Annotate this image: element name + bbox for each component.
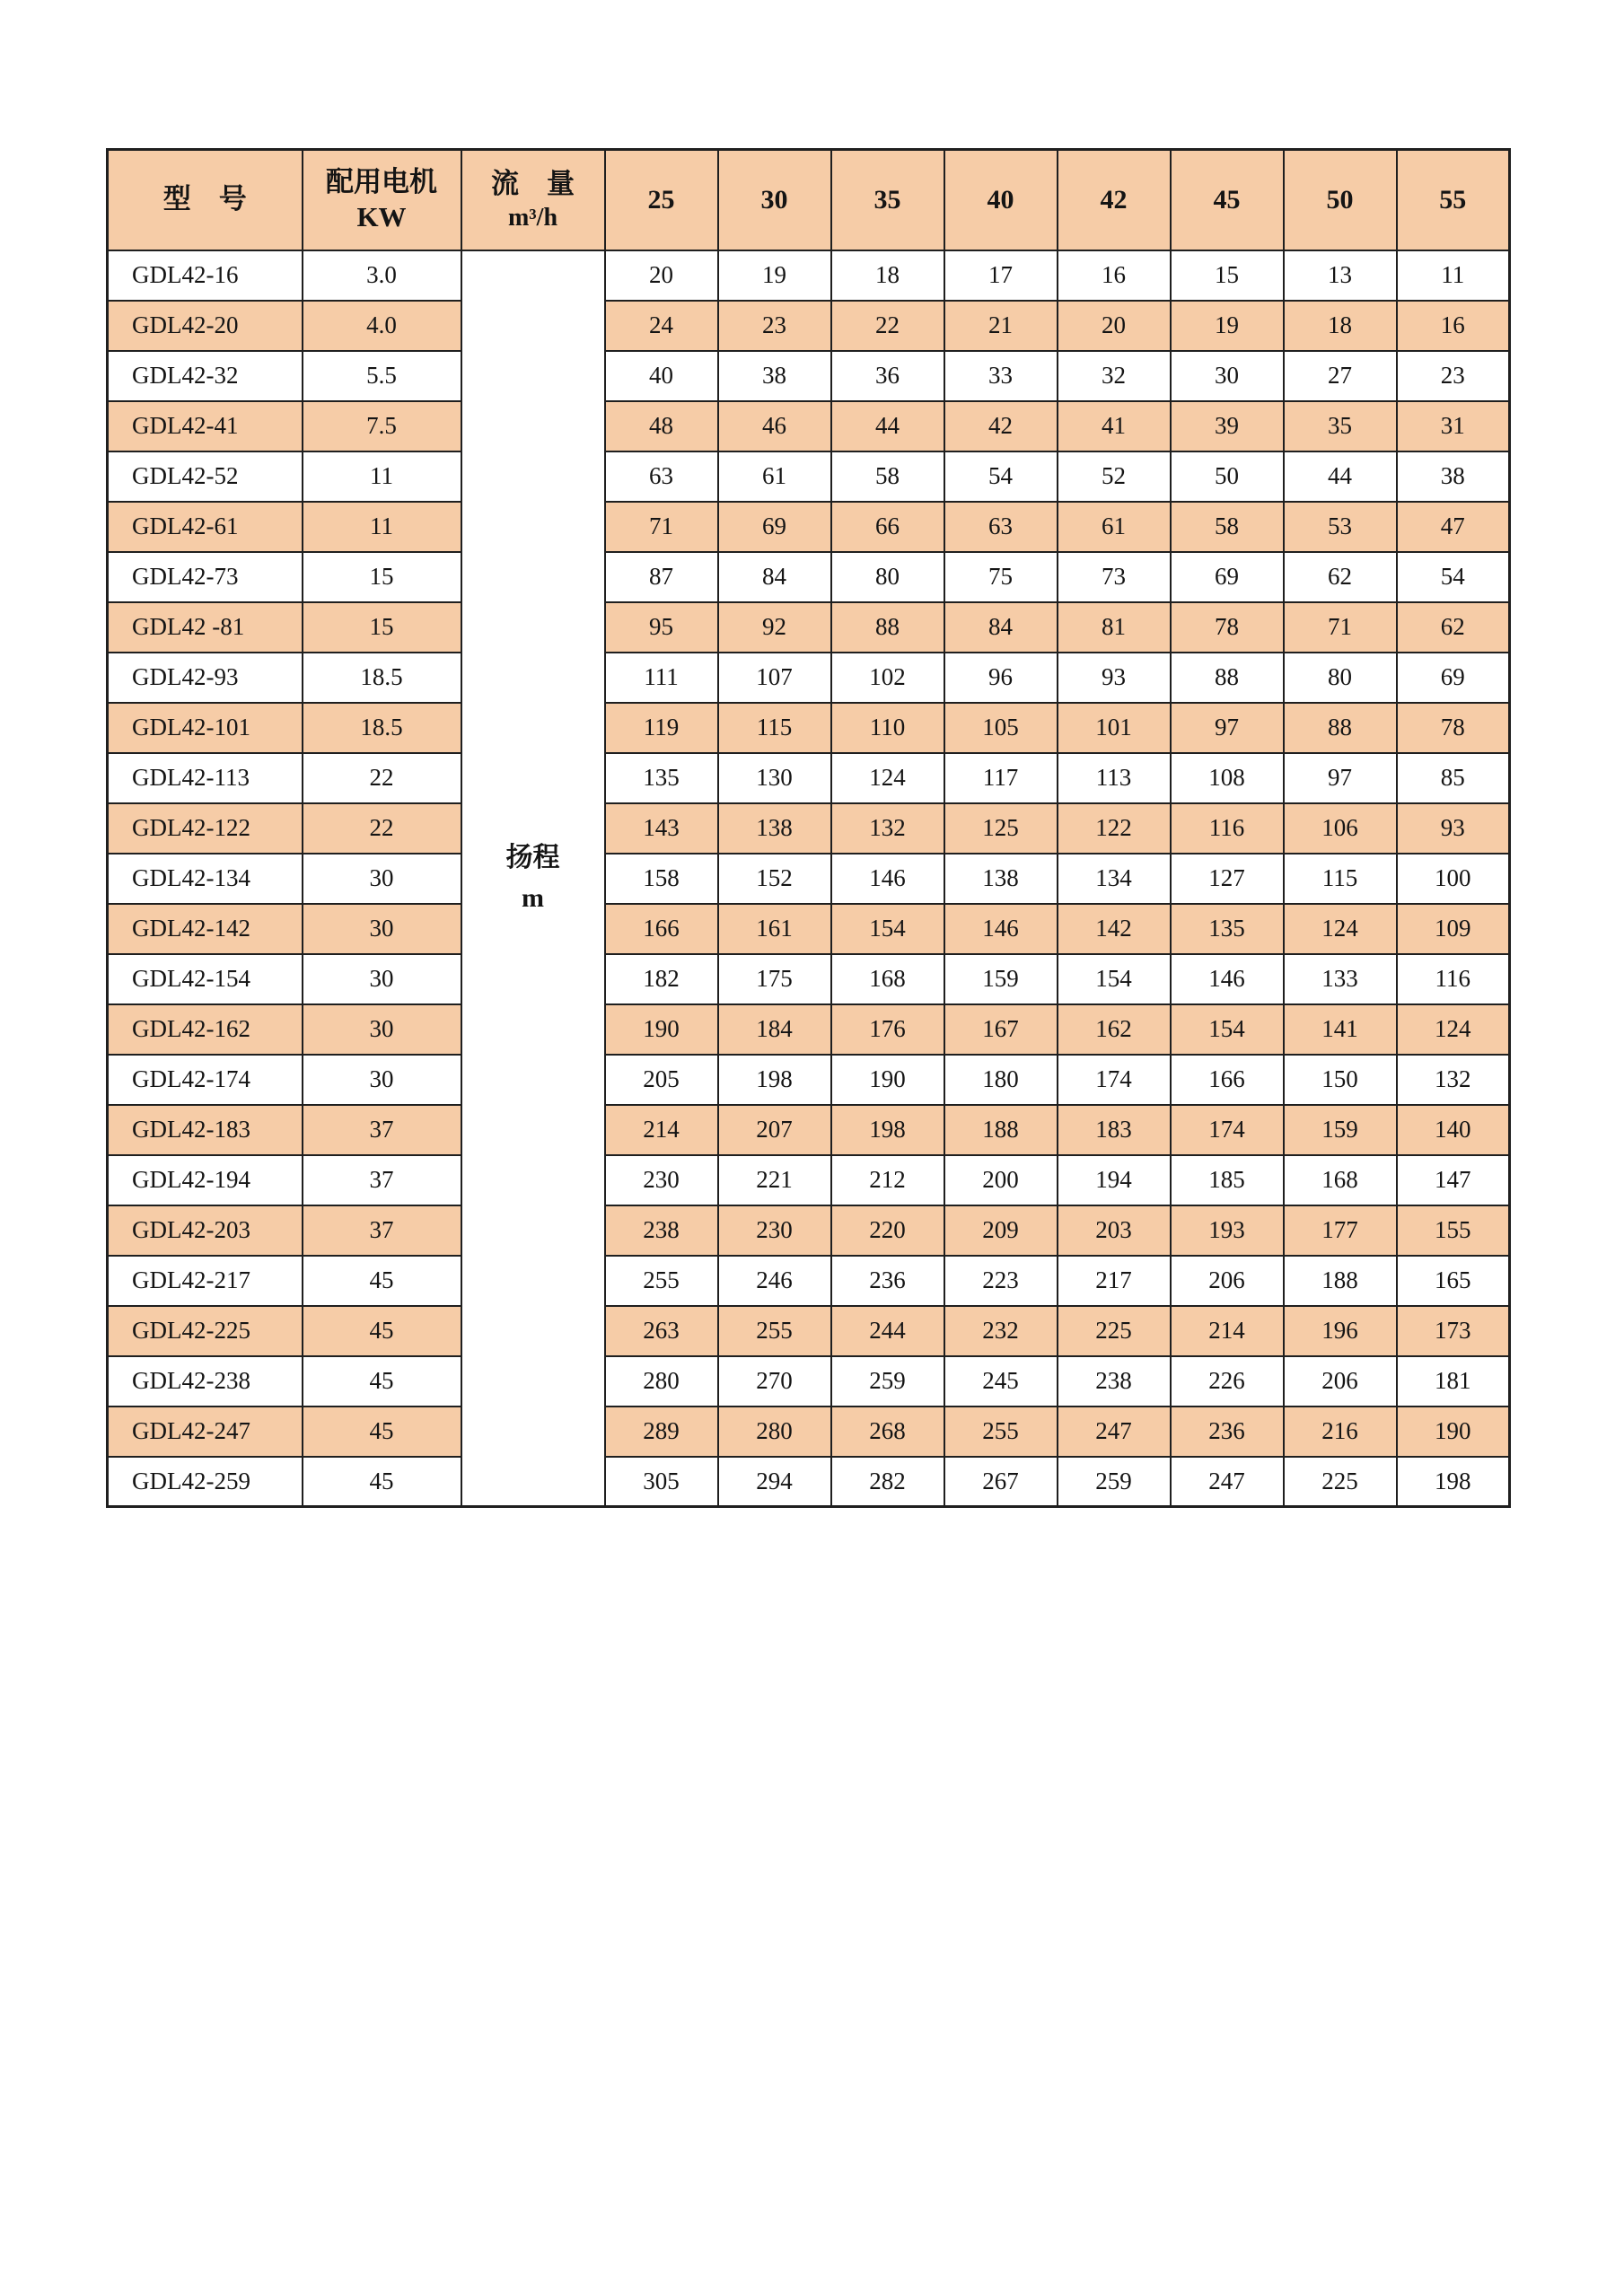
kw-cell: 18.5 xyxy=(303,703,461,753)
head-value-cell: 44 xyxy=(1284,451,1397,502)
head-value-cell: 33 xyxy=(944,351,1058,401)
head-value-cell: 188 xyxy=(1284,1256,1397,1306)
head-value-cell: 102 xyxy=(831,653,944,703)
table-row xyxy=(108,250,1510,301)
head-value-cell: 22 xyxy=(831,301,944,351)
head-value-cell: 255 xyxy=(605,1256,718,1306)
head-value-cell: 246 xyxy=(718,1256,831,1306)
head-value-cell: 173 xyxy=(1397,1306,1510,1356)
head-value-cell: 138 xyxy=(944,854,1058,904)
kw-cell: 4.0 xyxy=(303,301,461,351)
head-value-cell: 154 xyxy=(831,904,944,954)
pump-performance-table xyxy=(106,148,1511,1508)
head-value-cell: 111 xyxy=(605,653,718,703)
flow-header-unit: m³/h xyxy=(507,203,558,232)
head-value-cell: 116 xyxy=(1171,803,1284,854)
head-value-cell: 17 xyxy=(944,250,1058,301)
head-value-cell: 280 xyxy=(605,1356,718,1407)
head-value-cell: 289 xyxy=(605,1407,718,1457)
head-value-cell: 259 xyxy=(831,1356,944,1407)
head-value-cell: 117 xyxy=(944,753,1058,803)
head-value-cell: 238 xyxy=(1058,1356,1171,1407)
head-value-cell: 84 xyxy=(718,552,831,602)
head-value-cell: 32 xyxy=(1058,351,1171,401)
model-cell: GDL42-154 xyxy=(108,954,303,1004)
col-header-flow-value: 50 xyxy=(1284,150,1397,250)
table-row xyxy=(108,904,1510,954)
head-value-cell: 47 xyxy=(1397,502,1510,552)
head-value-cell: 23 xyxy=(718,301,831,351)
kw-cell: 11 xyxy=(303,502,461,552)
head-value-cell: 198 xyxy=(831,1105,944,1155)
head-value-cell: 255 xyxy=(944,1407,1058,1457)
head-value-cell: 48 xyxy=(605,401,718,451)
head-value-cell: 38 xyxy=(1397,451,1510,502)
head-value-cell: 124 xyxy=(1284,904,1397,954)
model-cell: GDL42-32 xyxy=(108,351,303,401)
head-value-cell: 180 xyxy=(944,1055,1058,1105)
head-value-cell: 53 xyxy=(1284,502,1397,552)
head-value-cell: 185 xyxy=(1171,1155,1284,1205)
head-value-cell: 259 xyxy=(1058,1457,1171,1507)
head-value-cell: 214 xyxy=(1171,1306,1284,1356)
head-value-cell: 212 xyxy=(831,1155,944,1205)
head-value-cell: 50 xyxy=(1171,451,1284,502)
head-value-cell: 24 xyxy=(605,301,718,351)
model-cell: GDL42-16 xyxy=(108,250,303,301)
model-cell: GDL42-134 xyxy=(108,854,303,904)
head-value-cell: 255 xyxy=(718,1306,831,1356)
head-value-cell: 205 xyxy=(605,1055,718,1105)
table-row xyxy=(108,703,1510,753)
head-value-cell: 66 xyxy=(831,502,944,552)
head-value-cell: 85 xyxy=(1397,753,1510,803)
head-value-cell: 115 xyxy=(1284,854,1397,904)
col-header-flow-value: 35 xyxy=(831,150,944,250)
head-value-cell: 54 xyxy=(944,451,1058,502)
head-value-cell: 214 xyxy=(605,1105,718,1155)
head-value-cell: 159 xyxy=(1284,1105,1397,1155)
head-value-cell: 36 xyxy=(831,351,944,401)
head-value-cell: 280 xyxy=(718,1407,831,1457)
head-value-cell: 209 xyxy=(944,1205,1058,1256)
table-row xyxy=(108,1407,1510,1457)
kw-cell: 30 xyxy=(303,854,461,904)
head-value-cell: 108 xyxy=(1171,753,1284,803)
head-value-cell: 193 xyxy=(1171,1205,1284,1256)
table-row xyxy=(108,1155,1510,1205)
model-cell: GDL42-225 xyxy=(108,1306,303,1356)
head-value-cell: 61 xyxy=(1058,502,1171,552)
kw-cell: 5.5 xyxy=(303,351,461,401)
head-value-cell: 105 xyxy=(944,703,1058,753)
model-cell: GDL42-52 xyxy=(108,451,303,502)
table-row xyxy=(108,1356,1510,1407)
model-cell: GDL42-247 xyxy=(108,1407,303,1457)
head-value-cell: 16 xyxy=(1397,301,1510,351)
head-value-cell: 305 xyxy=(605,1457,718,1507)
model-cell: GDL42-20 xyxy=(108,301,303,351)
head-value-cell: 13 xyxy=(1284,250,1397,301)
head-value-cell: 133 xyxy=(1284,954,1397,1004)
head-value-cell: 190 xyxy=(831,1055,944,1105)
head-value-cell: 146 xyxy=(944,904,1058,954)
table-row xyxy=(108,1457,1510,1507)
model-cell: GDL42-194 xyxy=(108,1155,303,1205)
head-value-cell: 220 xyxy=(831,1205,944,1256)
model-cell: GDL42-61 xyxy=(108,502,303,552)
table-row xyxy=(108,1306,1510,1356)
head-value-cell: 147 xyxy=(1397,1155,1510,1205)
head-value-cell: 162 xyxy=(1058,1004,1171,1055)
kw-cell: 22 xyxy=(303,753,461,803)
table-row xyxy=(108,1004,1510,1055)
head-value-cell: 132 xyxy=(831,803,944,854)
head-value-cell: 30 xyxy=(1171,351,1284,401)
head-value-cell: 142 xyxy=(1058,904,1171,954)
col-header-model xyxy=(108,150,303,250)
kw-cell: 7.5 xyxy=(303,401,461,451)
head-value-cell: 41 xyxy=(1058,401,1171,451)
head-value-cell: 154 xyxy=(1171,1004,1284,1055)
kw-cell: 18.5 xyxy=(303,653,461,703)
head-value-cell: 175 xyxy=(718,954,831,1004)
head-value-cell: 206 xyxy=(1284,1356,1397,1407)
head-value-cell: 93 xyxy=(1058,653,1171,703)
head-value-cell: 134 xyxy=(1058,854,1171,904)
head-value-cell: 75 xyxy=(944,552,1058,602)
col-header-flow-value: 42 xyxy=(1058,150,1171,250)
head-value-cell: 73 xyxy=(1058,552,1171,602)
kw-cell: 30 xyxy=(303,954,461,1004)
head-value-cell: 174 xyxy=(1058,1055,1171,1105)
kw-cell: 45 xyxy=(303,1306,461,1356)
head-value-cell: 223 xyxy=(944,1256,1058,1306)
head-value-cell: 230 xyxy=(605,1155,718,1205)
model-cell: GDL42-142 xyxy=(108,904,303,954)
head-value-cell: 44 xyxy=(831,401,944,451)
head-label: 扬程 xyxy=(505,843,560,873)
head-value-cell: 267 xyxy=(944,1457,1058,1507)
head-value-cell: 206 xyxy=(1171,1256,1284,1306)
head-value-cell: 217 xyxy=(1058,1256,1171,1306)
table-row xyxy=(108,1055,1510,1105)
head-value-cell: 263 xyxy=(605,1306,718,1356)
kw-cell: 3.0 xyxy=(303,250,461,301)
model-header-label: 型 号 xyxy=(162,183,247,215)
head-value-cell: 20 xyxy=(605,250,718,301)
head-value-cell: 69 xyxy=(718,502,831,552)
col-header-flow-value: 25 xyxy=(605,150,718,250)
kw-cell: 45 xyxy=(303,1407,461,1457)
kw-cell: 22 xyxy=(303,803,461,854)
head-value-cell: 23 xyxy=(1397,351,1510,401)
head-value-cell: 282 xyxy=(831,1457,944,1507)
head-value-cell: 127 xyxy=(1171,854,1284,904)
head-value-cell: 168 xyxy=(1284,1155,1397,1205)
head-value-cell: 152 xyxy=(718,854,831,904)
col-header-flow-value: 30 xyxy=(718,150,831,250)
model-cell: GDL42-113 xyxy=(108,753,303,803)
head-value-cell: 176 xyxy=(831,1004,944,1055)
head-value-cell: 19 xyxy=(718,250,831,301)
header-row xyxy=(108,150,1510,250)
kw-cell: 37 xyxy=(303,1105,461,1155)
head-value-cell: 87 xyxy=(605,552,718,602)
head-value-cell: 177 xyxy=(1284,1205,1397,1256)
model-cell: GDL42-122 xyxy=(108,803,303,854)
head-value-cell: 135 xyxy=(1171,904,1284,954)
head-value-cell: 196 xyxy=(1284,1306,1397,1356)
col-header-flow xyxy=(461,150,605,250)
table-row xyxy=(108,552,1510,602)
head-value-cell: 221 xyxy=(718,1155,831,1205)
head-value-cell: 232 xyxy=(944,1306,1058,1356)
model-cell: GDL42-101 xyxy=(108,703,303,753)
head-value-cell: 46 xyxy=(718,401,831,451)
kw-cell: 15 xyxy=(303,552,461,602)
kw-cell: 30 xyxy=(303,904,461,954)
head-value-cell: 225 xyxy=(1284,1457,1397,1507)
head-value-cell: 198 xyxy=(1397,1457,1510,1507)
head-value-cell: 35 xyxy=(1284,401,1397,451)
head-value-cell: 109 xyxy=(1397,904,1510,954)
head-value-cell: 18 xyxy=(831,250,944,301)
head-value-cell: 198 xyxy=(718,1055,831,1105)
head-value-cell: 16 xyxy=(1058,250,1171,301)
kw-cell: 45 xyxy=(303,1457,461,1507)
head-value-cell: 97 xyxy=(1171,703,1284,753)
table-row xyxy=(108,602,1510,653)
head-value-cell: 207 xyxy=(718,1105,831,1155)
model-cell: GDL42-41 xyxy=(108,401,303,451)
head-value-cell: 20 xyxy=(1058,301,1171,351)
table-row xyxy=(108,854,1510,904)
table-row xyxy=(108,502,1510,552)
head-merged-cell xyxy=(461,250,605,1507)
head-value-cell: 93 xyxy=(1397,803,1510,854)
head-value-cell: 168 xyxy=(831,954,944,1004)
head-value-cell: 247 xyxy=(1058,1407,1171,1457)
head-value-cell: 270 xyxy=(718,1356,831,1407)
head-value-cell: 190 xyxy=(605,1004,718,1055)
head-value-cell: 97 xyxy=(1284,753,1397,803)
head-value-cell: 188 xyxy=(944,1105,1058,1155)
head-value-cell: 200 xyxy=(944,1155,1058,1205)
head-value-cell: 146 xyxy=(1171,954,1284,1004)
head-value-cell: 69 xyxy=(1171,552,1284,602)
head-unit: m xyxy=(522,883,544,914)
head-value-cell: 174 xyxy=(1171,1105,1284,1155)
table-row xyxy=(108,653,1510,703)
head-value-cell: 230 xyxy=(718,1205,831,1256)
table-row xyxy=(108,1256,1510,1306)
head-value-cell: 62 xyxy=(1397,602,1510,653)
model-cell: GDL42-259 xyxy=(108,1457,303,1507)
model-cell: GDL42-73 xyxy=(108,552,303,602)
model-cell: GDL42 -81 xyxy=(108,602,303,653)
head-value-cell: 245 xyxy=(944,1356,1058,1407)
head-value-cell: 143 xyxy=(605,803,718,854)
head-value-cell: 155 xyxy=(1397,1205,1510,1256)
head-value-cell: 216 xyxy=(1284,1407,1397,1457)
kw-cell: 30 xyxy=(303,1004,461,1055)
head-value-cell: 11 xyxy=(1397,250,1510,301)
head-value-cell: 52 xyxy=(1058,451,1171,502)
head-value-cell: 63 xyxy=(605,451,718,502)
head-value-cell: 247 xyxy=(1171,1457,1284,1507)
head-value-cell: 124 xyxy=(831,753,944,803)
head-value-cell: 226 xyxy=(1171,1356,1284,1407)
head-value-cell: 225 xyxy=(1058,1306,1171,1356)
model-cell: GDL42-238 xyxy=(108,1356,303,1407)
head-value-cell: 140 xyxy=(1397,1105,1510,1155)
head-value-cell: 194 xyxy=(1058,1155,1171,1205)
col-header-flow-value: 45 xyxy=(1171,150,1284,250)
head-value-cell: 40 xyxy=(605,351,718,401)
head-value-cell: 244 xyxy=(831,1306,944,1356)
head-value-cell: 190 xyxy=(1397,1407,1510,1457)
head-value-cell: 71 xyxy=(605,502,718,552)
model-cell: GDL42-183 xyxy=(108,1105,303,1155)
table-row xyxy=(108,401,1510,451)
head-value-cell: 58 xyxy=(1171,502,1284,552)
head-value-cell: 106 xyxy=(1284,803,1397,854)
head-value-cell: 122 xyxy=(1058,803,1171,854)
flow-header-line1: 流 量 xyxy=(491,167,575,199)
table-row xyxy=(108,351,1510,401)
head-value-cell: 62 xyxy=(1284,552,1397,602)
head-value-cell: 42 xyxy=(944,401,1058,451)
head-value-cell: 236 xyxy=(1171,1407,1284,1457)
head-value-cell: 100 xyxy=(1397,854,1510,904)
head-value-cell: 54 xyxy=(1397,552,1510,602)
head-value-cell: 294 xyxy=(718,1457,831,1507)
head-value-cell: 130 xyxy=(718,753,831,803)
head-value-cell: 80 xyxy=(1284,653,1397,703)
head-value-cell: 184 xyxy=(718,1004,831,1055)
head-value-cell: 107 xyxy=(718,653,831,703)
head-value-cell: 159 xyxy=(944,954,1058,1004)
head-value-cell: 38 xyxy=(718,351,831,401)
table-row xyxy=(108,1105,1510,1155)
head-value-cell: 146 xyxy=(831,854,944,904)
head-value-cell: 101 xyxy=(1058,703,1171,753)
head-value-cell: 161 xyxy=(718,904,831,954)
kw-cell: 37 xyxy=(303,1205,461,1256)
head-value-cell: 18 xyxy=(1284,301,1397,351)
kw-cell: 15 xyxy=(303,602,461,653)
head-value-cell: 19 xyxy=(1171,301,1284,351)
table-body xyxy=(108,250,1510,1507)
motor-header-line1: 配用电机 xyxy=(326,166,437,197)
head-value-cell: 165 xyxy=(1397,1256,1510,1306)
head-value-cell: 58 xyxy=(831,451,944,502)
head-value-cell: 88 xyxy=(1284,703,1397,753)
table-row xyxy=(108,301,1510,351)
head-value-cell: 166 xyxy=(605,904,718,954)
head-value-cell: 84 xyxy=(944,602,1058,653)
table-row xyxy=(108,803,1510,854)
kw-cell: 37 xyxy=(303,1155,461,1205)
head-value-cell: 166 xyxy=(1171,1055,1284,1105)
model-cell: GDL42-162 xyxy=(108,1004,303,1055)
kw-cell: 30 xyxy=(303,1055,461,1105)
head-value-cell: 110 xyxy=(831,703,944,753)
head-value-cell: 31 xyxy=(1397,401,1510,451)
head-value-cell: 15 xyxy=(1171,250,1284,301)
kw-cell: 11 xyxy=(303,451,461,502)
head-value-cell: 21 xyxy=(944,301,1058,351)
head-value-cell: 138 xyxy=(718,803,831,854)
head-value-cell: 61 xyxy=(718,451,831,502)
head-value-cell: 125 xyxy=(944,803,1058,854)
head-value-cell: 135 xyxy=(605,753,718,803)
head-value-cell: 268 xyxy=(831,1407,944,1457)
head-value-cell: 96 xyxy=(944,653,1058,703)
head-value-cell: 236 xyxy=(831,1256,944,1306)
head-value-cell: 88 xyxy=(831,602,944,653)
table-row xyxy=(108,753,1510,803)
model-cell: GDL42-93 xyxy=(108,653,303,703)
head-value-cell: 167 xyxy=(944,1004,1058,1055)
head-value-cell: 203 xyxy=(1058,1205,1171,1256)
head-value-cell: 182 xyxy=(605,954,718,1004)
head-value-cell: 27 xyxy=(1284,351,1397,401)
kw-cell: 45 xyxy=(303,1356,461,1407)
head-value-cell: 116 xyxy=(1397,954,1510,1004)
head-value-cell: 124 xyxy=(1397,1004,1510,1055)
head-value-cell: 150 xyxy=(1284,1055,1397,1105)
motor-header-line2: KW xyxy=(356,200,407,232)
col-header-flow-value: 40 xyxy=(944,150,1058,250)
head-value-cell: 113 xyxy=(1058,753,1171,803)
table-row xyxy=(108,1205,1510,1256)
head-value-cell: 132 xyxy=(1397,1055,1510,1105)
head-value-cell: 115 xyxy=(718,703,831,753)
head-value-cell: 95 xyxy=(605,602,718,653)
head-value-cell: 80 xyxy=(831,552,944,602)
head-value-cell: 39 xyxy=(1171,401,1284,451)
head-value-cell: 63 xyxy=(944,502,1058,552)
model-cell: GDL42-217 xyxy=(108,1256,303,1306)
head-value-cell: 181 xyxy=(1397,1356,1510,1407)
head-value-cell: 78 xyxy=(1171,602,1284,653)
head-value-cell: 71 xyxy=(1284,602,1397,653)
head-value-cell: 238 xyxy=(605,1205,718,1256)
model-cell: GDL42-174 xyxy=(108,1055,303,1105)
head-value-cell: 119 xyxy=(605,703,718,753)
head-value-cell: 88 xyxy=(1171,653,1284,703)
head-value-cell: 69 xyxy=(1397,653,1510,703)
kw-cell: 45 xyxy=(303,1256,461,1306)
col-header-motor xyxy=(303,150,461,250)
head-value-cell: 158 xyxy=(605,854,718,904)
head-value-cell: 141 xyxy=(1284,1004,1397,1055)
head-value-cell: 81 xyxy=(1058,602,1171,653)
table-row xyxy=(108,451,1510,502)
head-value-cell: 183 xyxy=(1058,1105,1171,1155)
model-cell: GDL42-203 xyxy=(108,1205,303,1256)
col-header-flow-value: 55 xyxy=(1397,150,1510,250)
table-row xyxy=(108,954,1510,1004)
head-value-cell: 78 xyxy=(1397,703,1510,753)
head-value-cell: 154 xyxy=(1058,954,1171,1004)
head-value-cell: 92 xyxy=(718,602,831,653)
